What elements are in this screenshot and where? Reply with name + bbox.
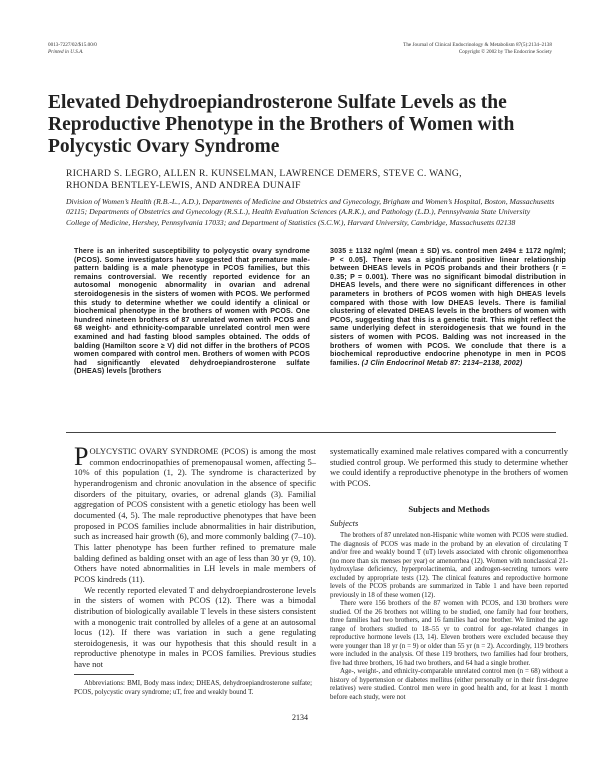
section-heading-methods: Subjects and Methods — [408, 504, 490, 514]
author-list — [66, 168, 566, 192]
authors-line-2: RHONDA BENTLEY-LEWIS, AND ANDREA DUNAIF — [66, 180, 301, 191]
page-number: 2134 — [292, 713, 308, 722]
abstract-right-text: 3035 ± 1132 ng/ml (mean ± SD) vs. control men 2494 ± 1172 ng/ml; P < 0.05]. There was a significant positive linear relationship between DHEAS levels in PCOS probands and their brothers (r = 0.35; P = 0.001). There was no significant bimodal distribution in DHEAS levels, and there were no significant differences in other parameters in brothers of PCOS women with high DHEAS levels compared with those with low DHEAS levels. There is familial clustering of elevated DHEAS levels in the brothers of women with PCOS, suggesting that this is a genetic trait. This might reflect the same underlying defect in steroidogenesis that we found in the sisters of women with PCOS. Balding was not increased in the brothers of women with PCOS. We conclude that there is a biochemical reproductive endocrine phenotype in men in PCOS families. — [330, 248, 566, 367]
methods-paragraph-3: Age-, weight-, and ethnicity-comparable unrelated control men (n = 68) without a history of hypertension or diabetes mellitus (either personally or in their first-degree relatives) were studied. Control men were in good health and, for at least 1 month before each study, were not — [330, 668, 568, 701]
abstract-citation: (J Clin Endocrinol Metab 87: 2134–2138, 2002) — [361, 359, 523, 367]
journal-header-right — [403, 42, 552, 55]
footnote-rule — [74, 674, 134, 675]
introduction-column — [74, 442, 316, 670]
intro-continuation: systematically examined male relatives compared with a concurrently studied control group. We performed this study to determine whether we could identify a reproductive phenotype in the brothers of women with PCOS. — [330, 446, 568, 488]
methods-paragraph-1: The brothers of 87 unrelated non-Hispanic white women with PCOS were studied. The diagnosis of PCOS was made in the proband by an elevation of circulating T and/or free and weakly bound T (uT) levels associated with chronic oligomenorrhea (no more than six menses per year) or amenorrhea (12). Women with nonclassical 21-hydroxylase deficiency, hyperprolactinemia, and androgen-secreting tumors were excluded by appropriate tests (12). The clinical features and reproductive hormone levels of the PCOS probands are summarized in Table 1 and have been reported previously in 18 of these women (12). — [330, 532, 568, 599]
abbreviations-footnote: Abbreviations: BMI, Body mass index; DHEAS, dehydroepiandrosterone sulfate; PCOS, polycystic ovary syndrome; uT, free and weakly bound T. — [74, 680, 312, 696]
methods-paragraph-2: There were 156 brothers of the 87 women with PCOS, and 130 brothers were studied. Of the 26 brothers not willing to be studied, one family had four brothers, three families had two brothers, and 16 families had one brother. We limited the age range of brothers studied to 18–55 yr to control for age-related changes in reproductive hormone levels (13, 14). Eleven brothers were excluded because they were younger than 18 yr (n = 9) or older than 55 yr (n = 2). Accordingly, 119 brothers were included in the analysis. Of these 119 brothers, two families had four brothers, five had three brothers, 16 had two brothers, and 64 had a single brother. — [330, 600, 568, 667]
intro-paragraph-1-text: OLYCYSTIC OVARY SYNDROME (PCOS) is among the most common endocrinopathies of premenopausal women, affecting 5–10% of this population (1, 2). The syndrome is characterized by hyperandrogenism and chronic anovulation in the absence of specific disorders of the pituitary, ovaries, or adrenal glands (3). Familial aggregation of PCOS consistent with a genetic etiology has been well documented (4, 5). The male reproductive phenotypes that have been proposed in PCOS families include abnormalities in hair distribution, such as increased hair growth (6), and more commonly balding (7–10). This latter phenotype has been further refined to premature male balding defined as balding onset with an age of less than 30 yr (9, 10). Others have noted abnormalities in LH levels in male members of PCOS kindreds (11). — [74, 446, 316, 584]
article-title: Elevated Dehydroepiandrosterone Sulfate Levels as the Reproductive Phenotype in the Brothers of Women with Polycystic Ovary Syndrome — [48, 92, 515, 157]
authors-line-1: RICHARD S. LEGRO, ALLEN R. KUNSELMAN, LAWRENCE DEMERS, STEVE C. WANG, — [66, 168, 462, 179]
intro-paragraph-2: We recently reported elevated T and dehydroepiandrosterone levels in the sisters of women with PCOS (12). There was a bimodal distribution of biologically available T levels in these sisters consistent with a monogenic trait controlled by alleles of a gene at an autosomal locus (12). If there was variation in such a gene regulating steroidogenesis, it was our hypothesis that this should result in a reproductive phenotype in males in PCOS families. Previous studies have not — [74, 584, 316, 670]
journal-citation-line: The Journal of Clinical Endocrinology & Metabolism 87(5):2134–2138 — [403, 42, 552, 48]
drop-cap: P — [74, 442, 89, 471]
intro-paragraph-1 — [74, 442, 316, 585]
section-divider — [66, 432, 556, 433]
journal-header-left — [48, 42, 97, 55]
methods-text — [330, 532, 568, 702]
subsection-heading-subjects: Subjects — [330, 518, 359, 528]
issn-line: 0013-7227/02/$15.00/0 — [48, 42, 97, 48]
affiliations: Division of Women’s Health (R.B.-L., A.D.), Departments of Medicine and Obstetrics and Gynecology, Brigham and Women’s Hospital, Boston, Massachusetts 02115; Departments of Obstetrics and Gynecology (R.S.L.), Health Evaluation Sciences (A.R.K.), and Pathology (L.D.), Pennsylvania State University College of Medicine, Hershey, Pennsylvania 17033; and Department of Statistics (S.C.W.), Harvard University, Cambridge, Massachusetts 02138 — [66, 197, 555, 227]
abstract-left-column: There is an inherited susceptibility to polycystic ovary syndrome (PCOS). Some investigators have suggested that premature male-pattern balding is a male phenotype in PCOS families, but this remains controversial. We recently reported evidence for an autosomal monogenic abnormality in ovarian and adrenal steroidogenesis in the sisters of women with PCOS. We performed this study to determine whether we could identify a clinical or biochemical phenotype in the brothers of women with PCOS. One hundred nineteen brothers of 87 unrelated women with PCOS and 68 weight- and ethnicity-comparable unrelated control men were examined and had fasting blood samples obtained. The odds of balding (Hamilton score ≥ V) did not differ in the brothers of PCOS women compared with control men. Brothers of women with PCOS had significantly elevated dehydroepiandrosterone sulfate (DHEAS) levels [brothers — [74, 248, 310, 376]
copyright-line: Copyright © 2002 by The Endocrine Society — [458, 48, 552, 55]
abstract-right-column — [330, 248, 566, 368]
printed-line: Printed in U.S.A. — [48, 48, 84, 55]
